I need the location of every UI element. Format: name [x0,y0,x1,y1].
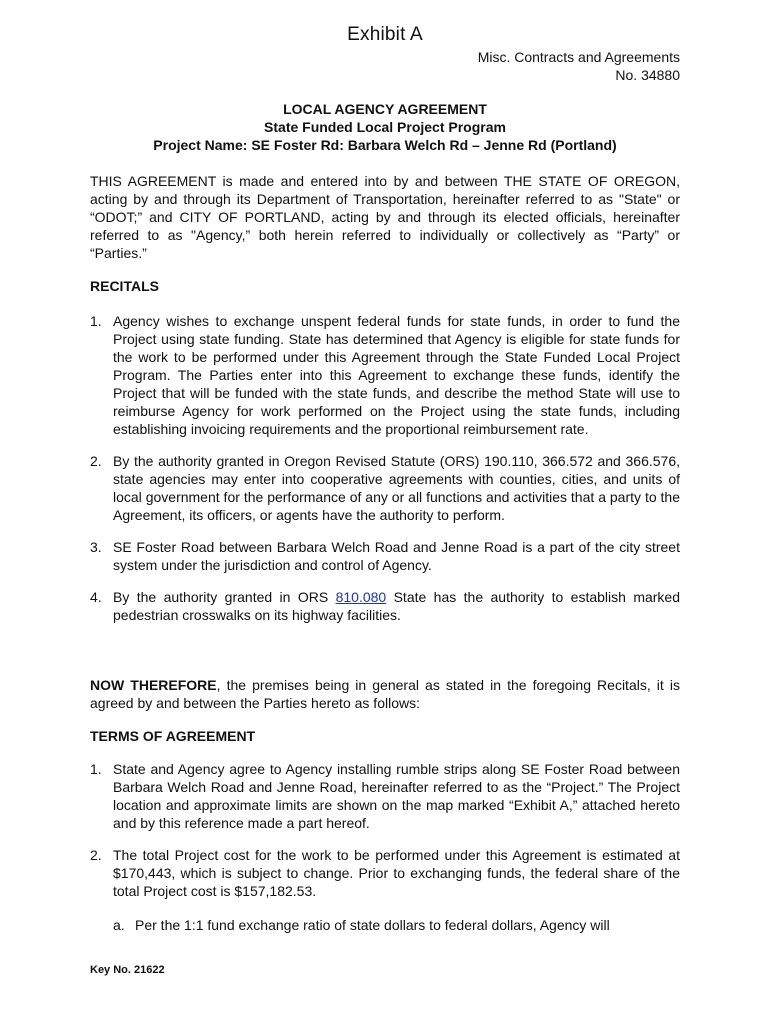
recitals-list [90,312,680,624]
misc-contracts-label: Misc. Contracts and Agreements [477,49,680,65]
now-therefore-paragraph [90,676,680,712]
recital-text-after-link: State has the authority to establish marked pedestrian crosswalks on its highway facilities. [113,589,680,623]
terms-heading: TERMS OF AGREEMENT [90,728,256,744]
agreement-title: LOCAL AGENCY AGREEMENT [283,101,487,117]
program-title: State Funded Local Project Program [264,119,506,135]
list-number: 2. [90,453,102,469]
now-therefore-text: , the premises being in general as stated in the foregoing Recitals, it is agreed by and between the Parties hereto as follows: [90,677,680,711]
recital-text-before-link: By the authority granted in ORS [113,589,336,605]
recital-text: Agency wishes to exchange unspent federal funds for state funds, in order to fund the Project using state funding. State has determined that Agency is eligible for state funds for the work to be performed under this Agreement through the State Funded Local Project Program. The Parties enter into this Agreement to exchange these funds, identify the Project that will be funded with the state funds, and describe the method State will use to reimburse Agency for work performed on the Project using the state funds, including establishing invoicing requirements and the proportional reimbursement rate. [113,313,680,437]
term-text: State and Agency agree to Agency installing rumble strips along SE Foster Road between Barbara Welch Road and Jenne Road, hereinafter referred to as the “Project.” The Project location and approximate limits are shown on the map marked “Exhibit A,” attached hereto and by this reference made a part hereof. [113,761,680,831]
list-number: 4. [90,589,102,605]
term-item [90,760,680,832]
subitem-text: Per the 1:1 fund exchange ratio of state dollars to federal dollars, Agency will [135,917,610,933]
recital-item [90,538,680,574]
contract-number: No. 34880 [615,67,680,83]
exhibit-title: Exhibit A [347,24,423,45]
subitem-letter: a. [113,917,125,933]
now-therefore-label: NOW THEREFORE [90,677,217,693]
contract-reference [478,48,680,84]
term-item [90,846,680,900]
list-number: 3. [90,539,102,555]
recitals-heading: RECITALS [90,278,159,294]
recital-text: SE Foster Road between Barbara Welch Road and Jenne Road is a part of the city street system under the jurisdiction and control of Agency. [113,539,680,573]
ors-810-080-link[interactable]: 810.080 [335,589,387,605]
recital-item [90,452,680,524]
project-name: Project Name: SE Foster Rd: Barbara Welch Rd – Jenne Rd (Portland) [153,137,617,153]
recital-item [90,588,680,624]
terms-list [90,760,680,900]
term-text: The total Project cost for the work to be performed under this Agreement is estimated at $170,443, which is subject to change. Prior to exchanging funds, the federal share of the total Project cost is $157,182.53. [113,847,680,899]
agreement-titles [0,100,770,154]
recital-item [90,312,680,438]
intro-paragraph: THIS AGREEMENT is made and entered into by and between THE STATE OF OREGON, acting by and through its Department of Transportation, hereinafter referred to as "State" or “ODOT;” and CITY OF PORTLAND, acting by and through its elected officials, hereinafter referred to as "Agency,” both herein referred to individually or collectively as “Party” or “Parties.” [90,173,680,261]
key-number-footer: Key No. 21622 [90,964,165,976]
recital-text: By the authority granted in Oregon Revised Statute (ORS) 190.110, 366.572 and 366.576, state agencies may enter into cooperative agreements with counties, cities, and units of local government for the performance of any or all functions and activities that a party to the Agreement, its officers, or agents have the authority to perform. [113,453,680,523]
term-subitem [113,916,680,934]
list-number: 2. [90,847,102,863]
list-number: 1. [90,761,102,777]
list-number: 1. [90,313,102,329]
